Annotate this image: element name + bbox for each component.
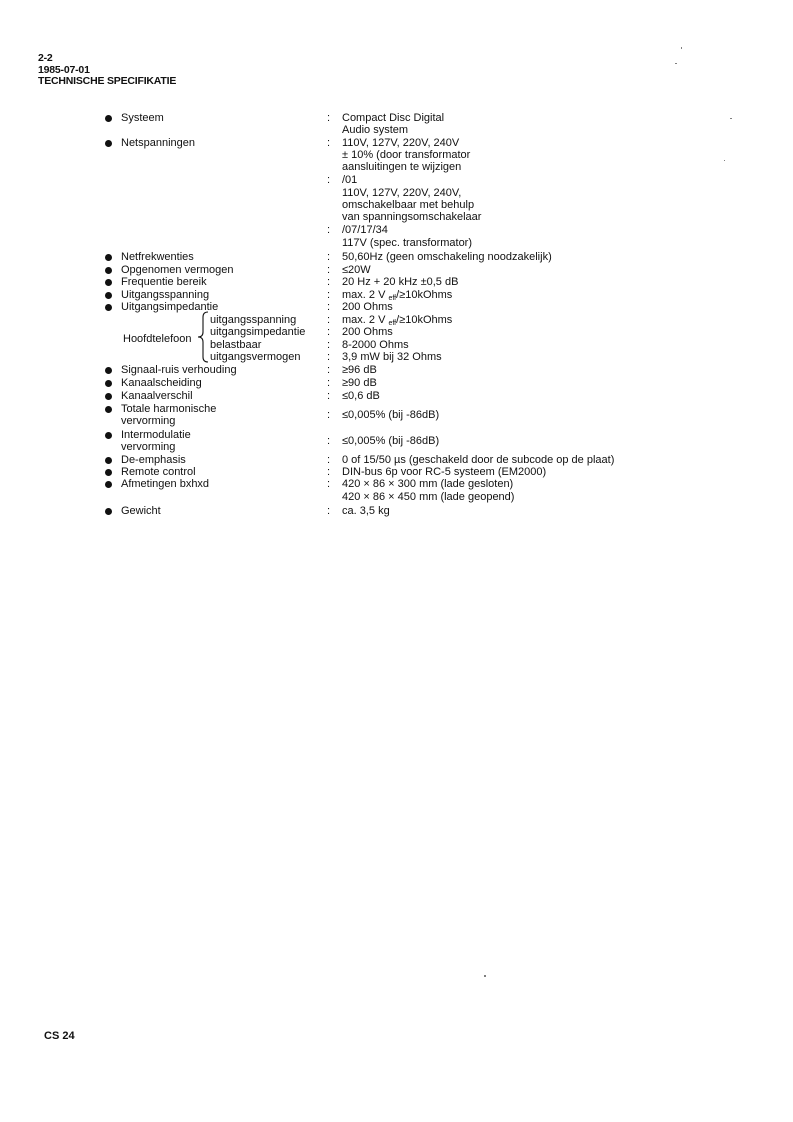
headphones-row-label: uitgangsspanning [210, 314, 297, 326]
value-text: /≥10kOhms [396, 289, 453, 301]
spec-value: 20 Hz + 20 kHz ±0,5 dB [342, 276, 459, 288]
document-date: 1985-07-01 [38, 63, 90, 76]
bullet-icon [105, 393, 112, 400]
spec-value: 110V, 127V, 220V, 240V [342, 137, 460, 149]
spec-value: omschakelbaar met behulp [342, 199, 475, 211]
headphones-row-value: 3,9 mW bij 32 Ohms [342, 351, 442, 363]
spec-row [0, 429, 793, 455]
headphones-row-value: 200 Ohms [342, 326, 393, 338]
spec-value: ≤0,6 dB [342, 390, 380, 402]
spec-value: ≥96 dB [342, 364, 377, 376]
spec-row [0, 403, 793, 429]
bullet-icon [105, 508, 112, 515]
headphones-row-label: belastbaar [210, 339, 262, 351]
spec-label: Netspanningen [121, 137, 196, 149]
colon: : [327, 251, 331, 263]
bullet-icon [105, 292, 112, 299]
headphones-row-label: uitgangsvermogen [210, 351, 301, 363]
headphones-label: Hoofdtelefoon [123, 333, 192, 345]
colon: : [327, 339, 331, 351]
spec-value: ≤20W [342, 264, 371, 276]
spec-label: Kanaalverschil [121, 390, 193, 402]
colon: : [327, 364, 331, 376]
scan-speck [675, 63, 677, 64]
bullet-icon [105, 406, 112, 413]
spec-value: aansluitingen te wijzigen [342, 161, 462, 173]
bullet-icon [105, 432, 112, 439]
scan-speck [724, 160, 725, 161]
bullet-icon [105, 254, 112, 261]
spec-label: Totale harmonische vervorming [121, 403, 217, 428]
spec-value: 110V, 127V, 220V, 240V, [342, 187, 462, 199]
colon: : [327, 137, 331, 149]
spec-label: Signaal-ruis verhouding [121, 364, 237, 376]
colon: : [327, 478, 331, 490]
bullet-icon [105, 140, 112, 147]
colon: : [327, 264, 331, 276]
value-subscript: eff [388, 295, 397, 302]
value-text: max. 2 V [342, 314, 386, 326]
spec-label: De-emphasis [121, 454, 186, 466]
colon: : [327, 454, 331, 466]
colon: : [327, 112, 331, 124]
spec-value: ≤0,005% (bij -86dB) [342, 409, 440, 421]
spec-value: Compact Disc Digital [342, 112, 445, 124]
spec-value: 420 × 86 × 300 mm (lade gesloten) [342, 478, 514, 490]
bullet-icon [105, 380, 112, 387]
colon: : [327, 351, 331, 363]
spec-value: ≥90 dB [342, 377, 377, 389]
spec-value: 50,60Hz (geen omschakeling noodzakelijk) [342, 251, 552, 263]
value-text: max. 2 V [342, 289, 386, 301]
spec-value: /07/17/34 [342, 224, 388, 236]
colon: : [327, 289, 331, 301]
spec-label: Kanaalscheiding [121, 377, 202, 389]
colon: : [327, 314, 331, 326]
colon: : [327, 301, 331, 313]
spec-value: ± 10% (door transformator [342, 149, 471, 161]
spec-value: DIN-bus 6p voor RC-5 systeem (EM2000) [342, 466, 547, 478]
spec-label: Frequentie bereik [121, 276, 207, 288]
scan-speck [681, 47, 682, 49]
spec-value: /01 [342, 174, 358, 186]
spec-value: 200 Ohms [342, 301, 393, 313]
spec-label: Uitgangsspanning [121, 289, 210, 301]
spec-value: 0 of 15/50 µs (geschakeld door de subcode op de plaat) [342, 454, 615, 466]
bullet-icon [105, 304, 112, 311]
spec-label: Remote control [121, 466, 196, 478]
spec-label: Systeem [121, 112, 164, 124]
value-subscript: eff [388, 320, 397, 327]
spec-value: ≤0,005% (bij -86dB) [342, 435, 440, 447]
document-title: TECHNISCHE SPECIFIKATIE [38, 75, 177, 87]
page-number: 2-2 [38, 52, 53, 64]
spec-value: 420 × 86 × 450 mm (lade geopend) [342, 491, 515, 503]
spec-value: Audio system [342, 124, 409, 136]
bullet-icon [105, 115, 112, 122]
spec-value: van spanningsomschakelaar [342, 211, 482, 223]
spec-label: Opgenomen vermogen [121, 264, 234, 276]
colon: : [327, 390, 331, 402]
colon: : [327, 174, 331, 186]
value-text: /≥10kOhms [396, 314, 453, 326]
scan-speck [484, 975, 486, 977]
colon: : [327, 276, 331, 288]
headphones-row-value: 8-2000 Ohms [342, 339, 409, 351]
colon: : [327, 377, 331, 389]
spec-label: Afmetingen bxhxd [121, 478, 210, 490]
bullet-icon [105, 279, 112, 286]
bullet-icon [105, 267, 112, 274]
bullet-icon [105, 481, 112, 488]
spec-value: 117V (spec. transformator) [342, 237, 473, 249]
page-footer: CS 24 [44, 1030, 75, 1042]
spec-label: Netfrekwenties [121, 251, 194, 263]
colon: : [327, 505, 331, 517]
colon: : [327, 326, 331, 338]
headphones-row-label: uitgangsimpedantie [210, 326, 306, 338]
bullet-icon [105, 367, 112, 374]
scan-speck [730, 118, 732, 119]
colon: : [327, 466, 331, 478]
spec-label: Gewicht [121, 505, 161, 517]
spec-label: Uitgangsimpedantie [121, 301, 219, 313]
colon: : [327, 409, 331, 421]
brace-icon [196, 311, 210, 363]
colon: : [327, 224, 331, 236]
colon: : [327, 435, 331, 447]
spec-label: Intermodulatie vervorming [121, 429, 191, 454]
bullet-icon [105, 469, 112, 476]
bullet-icon [105, 457, 112, 464]
spec-value: ca. 3,5 kg [342, 505, 390, 517]
